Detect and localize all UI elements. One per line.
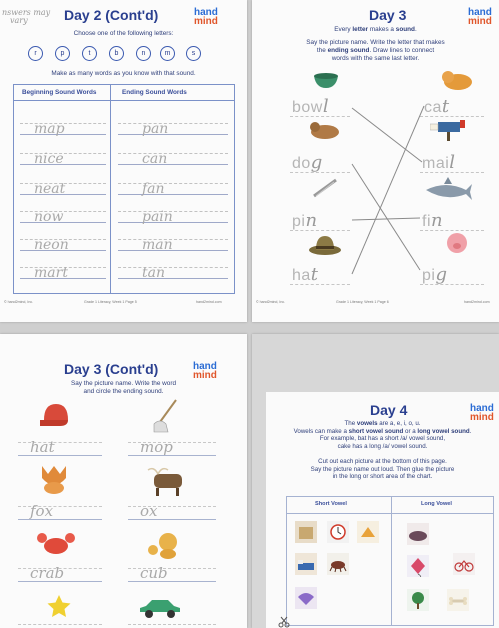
worksheet-day2-contd [0,0,247,322]
column-divider [110,85,111,293]
table-row [20,123,106,135]
word-text: fi [422,213,431,230]
letter-circle-s: s [186,46,201,61]
footer-left: © hand2mind, Inc. [4,300,34,304]
answer-word: fox [30,502,54,520]
corner-note-line2: vary [10,16,28,25]
logo-text-bottom: mind [470,412,494,423]
hand2mind-logo [194,8,218,26]
instr-line: and circle the ending sound. [83,388,164,395]
word-text: mai [422,155,450,172]
table-row [118,211,228,223]
writing-row [128,564,216,582]
hand2mind-logo [193,362,217,380]
answer-word: pan [142,121,169,137]
scissors-icon [278,616,290,628]
instruction: Choose one of the following letters: [73,30,174,37]
footer-right: hand2mind.com [196,300,222,304]
corner-note [2,9,50,25]
table-row [20,267,106,279]
writing-row [18,624,102,625]
letter-circle-p: p [55,46,70,61]
table-row [20,183,106,195]
glued-picture [295,521,317,543]
footer-left: © hand2mind, Inc. [256,300,286,304]
glued-picture [453,553,475,575]
glued-picture [295,553,317,575]
instr-text: are a, e, i, o, u. [377,420,421,427]
answer-word: pain [142,209,173,225]
letter-circle-b: b [109,46,124,61]
table-row [118,183,228,195]
answer-letter: l [449,152,456,173]
answer-word: crab [30,564,65,582]
instr-bold: long vowel sound [417,427,470,435]
connecting-lines [252,0,499,322]
answer-word: ox [140,502,158,520]
instr-line: cake has a long /a/ vowel sound. [337,442,428,450]
page-title: Day 2 (Cont'd) [64,7,159,23]
answer-word: tan [142,265,165,281]
instr-bold: ending sound [327,47,370,54]
mop-picture [150,398,180,434]
answer-word: cub [140,564,168,582]
instr-text: or a [403,427,418,435]
table-row [20,211,106,223]
logo-text-top: hand [468,7,492,18]
answer-word: fan [142,181,165,197]
answer-word: neat [34,181,66,197]
answer-letter: n [431,210,444,231]
vowel-chart [286,496,494,626]
answer-word: man [142,237,173,253]
answer-word: now [34,209,64,225]
glued-picture [295,587,317,609]
glued-picture [327,553,349,575]
instr-line: in the long or short area of the chart. [332,473,433,481]
worksheet-day4 [252,334,499,628]
answer-letter: n [305,210,318,231]
instr-text: makes a [368,26,396,33]
instr-bold: vowels [356,420,378,427]
answer-word: hat [30,438,55,456]
table-header [14,85,234,101]
word-text: pi [422,267,436,284]
letter-circle-m: m [160,46,175,61]
table-row [118,153,228,165]
glued-picture [407,555,429,577]
hat-picture [38,402,72,430]
long-vowel-head: Long Vowel [421,501,452,507]
writing-row [128,438,216,456]
table-row [20,153,106,165]
answer-word: nice [34,151,64,167]
instr-text: The [344,420,357,427]
corner-note-line1: nswers may [2,8,51,17]
instr-bold: sound [395,26,415,33]
logo-text-bottom: mind [468,16,492,27]
instruction-2: Make as many words as you know with that sound. [51,70,196,77]
writing-row [18,438,102,456]
chart-divider [391,497,392,625]
cub-picture [144,528,180,560]
match-line-n-pin-fin [352,218,420,220]
instr-line: For example, bat has a short /a/ vowel sound, [319,435,446,443]
answer-letter: t [441,96,450,117]
word-text: ha [292,267,311,284]
page-title: Day 3 [369,7,407,23]
match-line-g-dog-pig [352,164,420,270]
instr-text: . [469,427,472,435]
logo-text-bottom: mind [193,370,217,381]
answer-word: mart [34,265,68,281]
sound-words-table [13,84,235,294]
glued-picture [357,521,379,543]
answer-letter: g [435,264,448,285]
page-title: Day 4 [370,402,408,418]
logo-text-top: hand [194,7,218,18]
worksheet-day3 [252,0,499,322]
short-vowel-head: Short Vowel [315,501,347,507]
instr-line: Cut out each picture at the bottom of this page. [318,457,447,465]
logo-text-bottom: mind [194,16,218,27]
page-title: Day 3 (Cont'd) [64,361,159,377]
glued-picture [407,523,429,545]
worksheet-day3-contd [0,334,247,628]
instr-line: Say the picture name. Write the letter that makes [306,39,445,46]
instr-text: Vowels can make a [293,427,349,435]
col-head-beginning: Beginning Sound Words [22,89,97,96]
crab-picture [36,530,76,558]
answer-word: map [34,121,65,137]
chart-header-rule [287,513,493,514]
answer-word: neon [34,237,69,253]
instr-line: words with the same last letter. [331,55,420,62]
answer-letter: g [310,152,323,173]
instr-text: . [414,26,417,33]
writing-row [128,624,216,625]
instr-line: Say the picture name. Write the word [70,380,177,387]
instruction [0,380,247,396]
table-row [118,267,228,279]
instruction [266,420,499,481]
letter-circle-n: n [136,46,151,61]
letter-circle-t: t [82,46,97,61]
glued-picture [407,589,429,611]
footer-mid: Grade 1 Literacy, Week 1 Page 5 [84,300,137,304]
fox-picture [36,462,72,496]
logo-text-top: hand [193,361,217,372]
word-text: bow [292,99,323,116]
footer-mid: Grade 1 Literacy, Week 1 Page 6 [336,300,389,304]
writing-row [128,502,216,520]
table-row [20,239,106,251]
col-head-ending: Ending Sound Words [122,89,187,96]
word-text: ca [424,99,442,116]
glued-picture [447,589,469,611]
word-text: do [292,155,311,172]
footer-right: hand2mind.com [464,300,490,304]
letter-circle-r: r [28,46,43,61]
answer-letter: l [322,96,330,117]
glued-picture [327,521,349,543]
instr-text: Every [334,26,353,33]
table-row [118,123,228,135]
star-picture [46,594,72,618]
table-row [118,239,228,251]
ox-picture [144,464,188,498]
word-text: pi [292,213,306,230]
car-picture [136,596,184,620]
instr-bold: short vowel sound [348,427,404,435]
instr-text: . Draw lines to connect [369,47,435,54]
instr-line: Say the picture name out loud. Then glue the picture [310,465,455,473]
answer-letter: t [310,264,319,285]
writing-row [18,502,102,520]
instr-text: the [316,47,328,54]
logo-text-top: hand [470,403,494,414]
answer-word: can [142,151,168,167]
writing-row [18,564,102,582]
answer-word: mop [140,438,173,456]
instr-bold: letter [352,26,369,33]
match-line-t-hat-cat [352,106,424,274]
